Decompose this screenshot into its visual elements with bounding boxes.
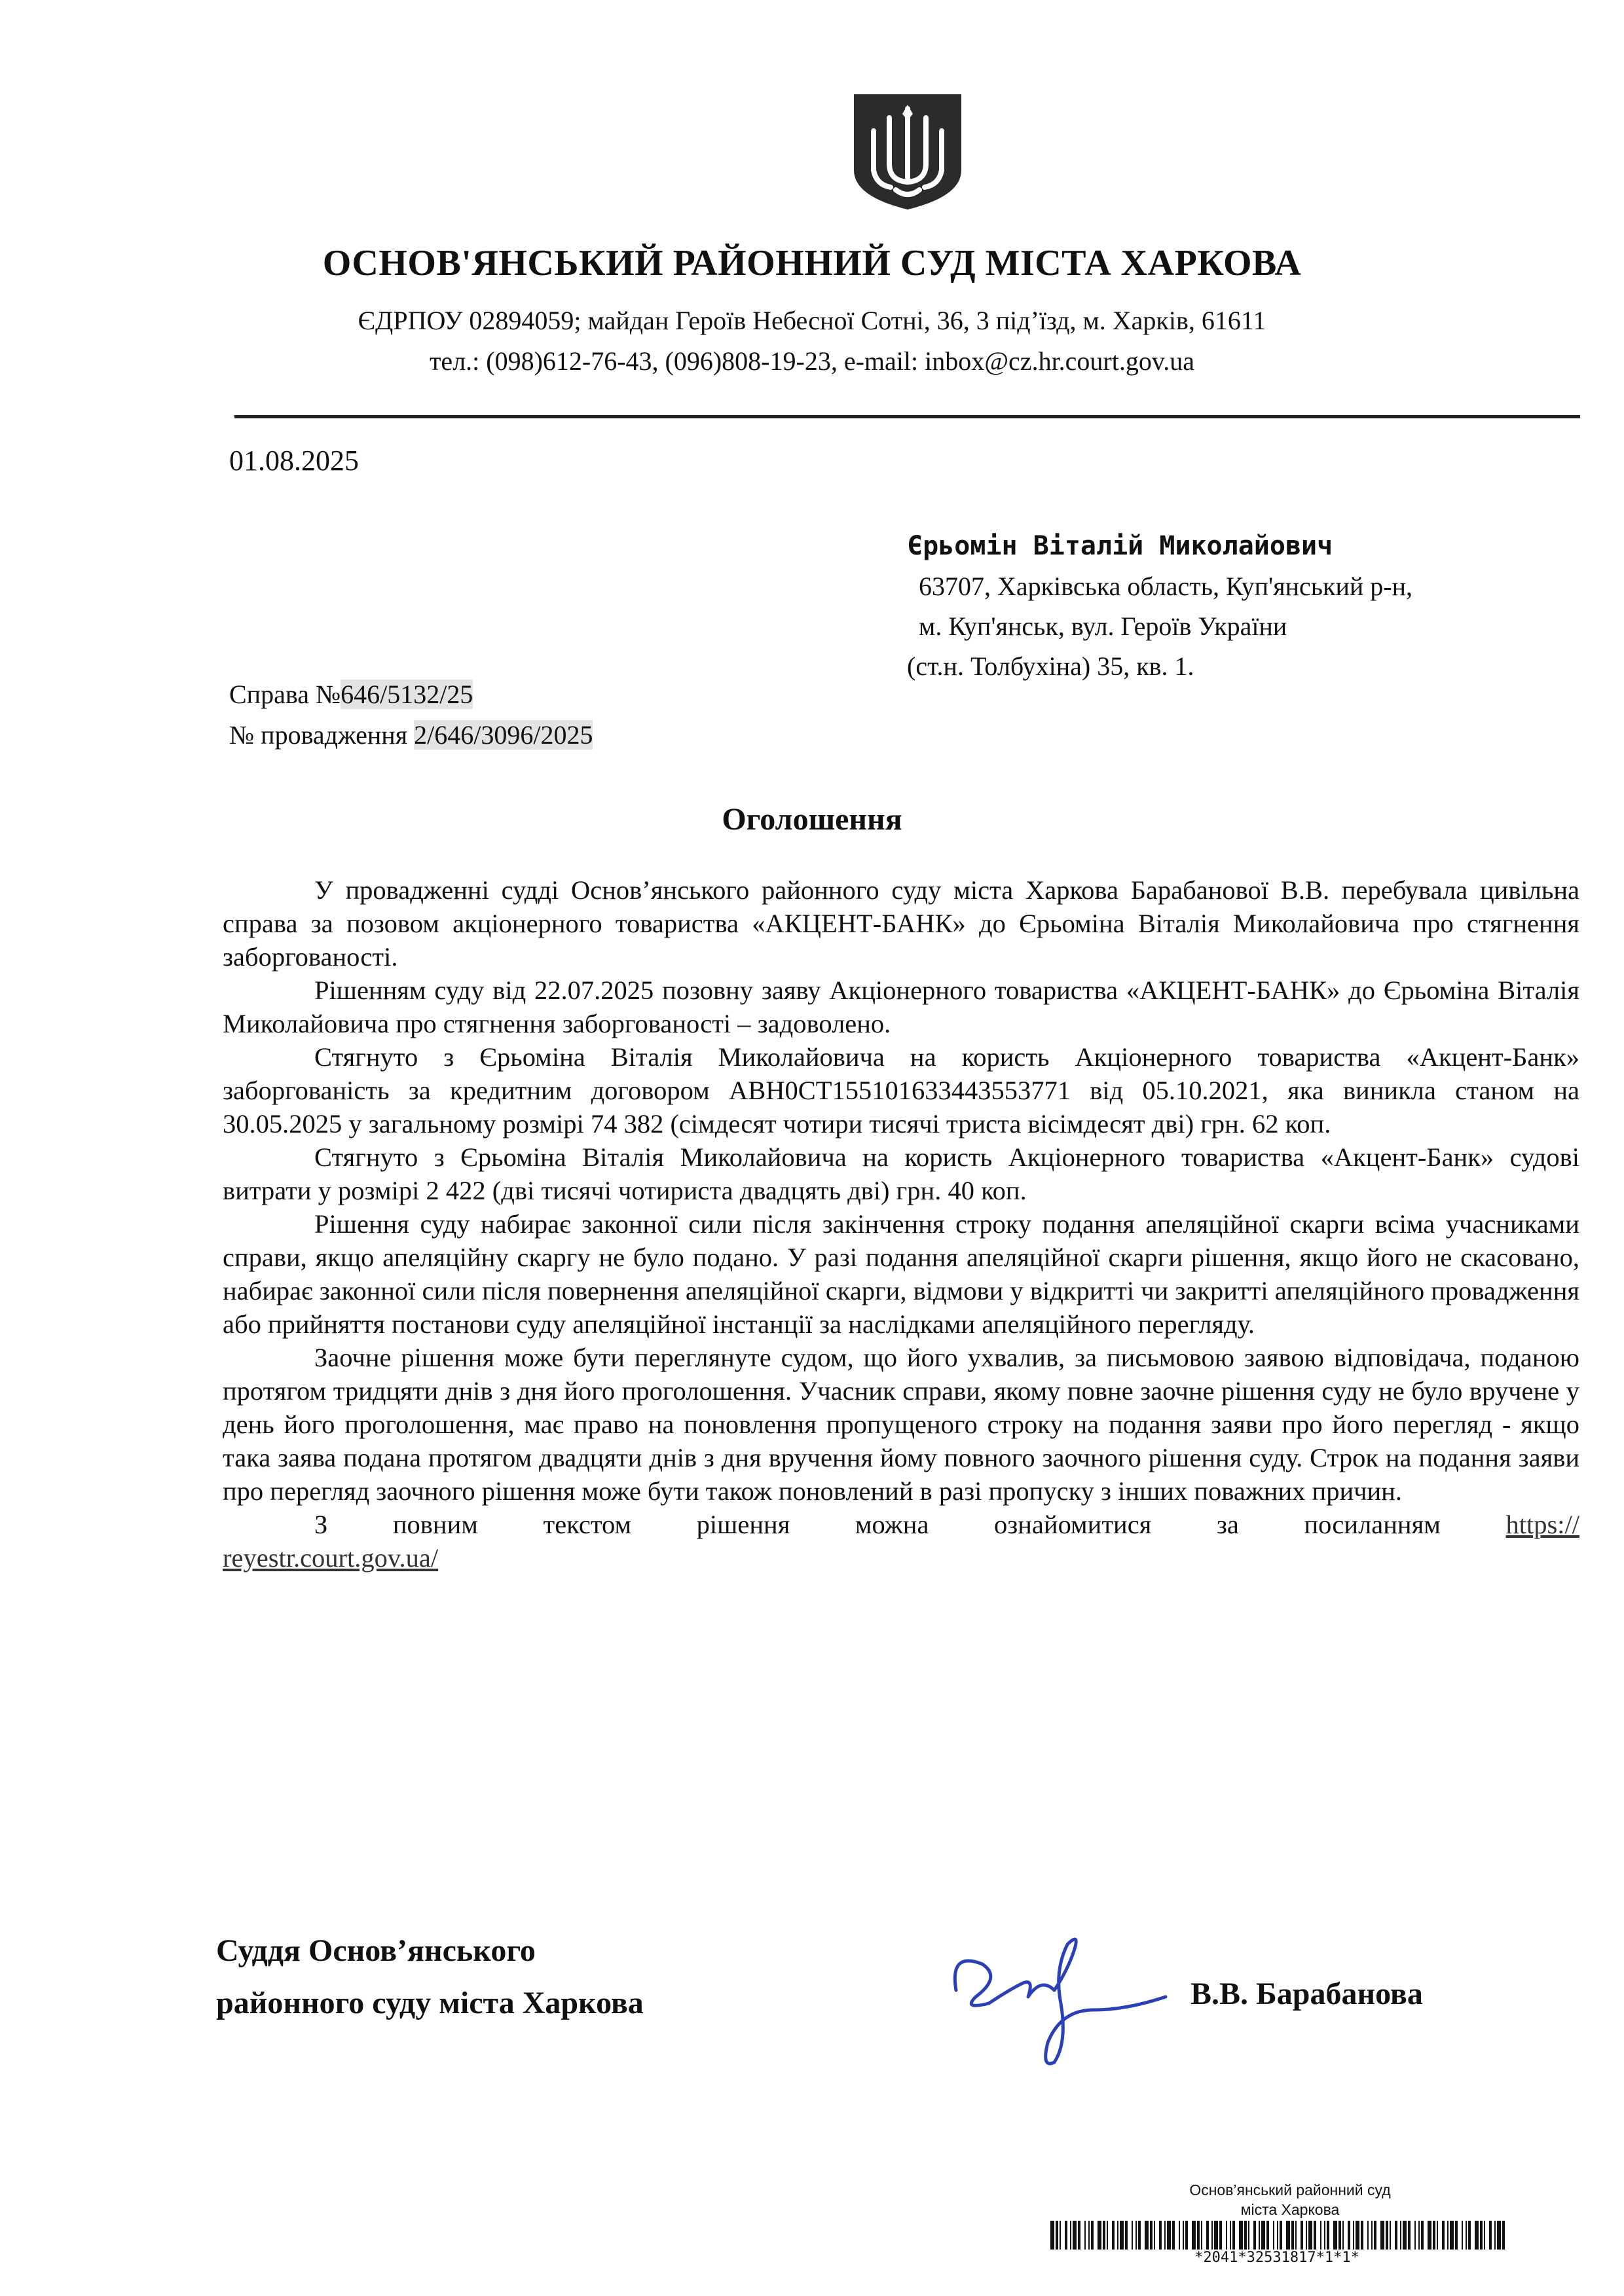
barcode-bar bbox=[1239, 2221, 1243, 2250]
proceeding-number-line bbox=[229, 715, 593, 756]
barcode-bar bbox=[1455, 2221, 1458, 2250]
recipient-block bbox=[907, 526, 1412, 686]
judge-title bbox=[216, 1925, 644, 2030]
barcode-bar bbox=[1418, 2221, 1420, 2250]
barcode-bar bbox=[1172, 2221, 1175, 2250]
barcode-bar bbox=[1253, 2221, 1256, 2250]
barcode-bar bbox=[1475, 2221, 1479, 2250]
barcode-bar bbox=[1447, 2221, 1449, 2250]
barcode-bar bbox=[1466, 2221, 1467, 2250]
barcode-bar bbox=[1103, 2221, 1105, 2250]
barcode-bar bbox=[1280, 2221, 1282, 2250]
barcode-bar bbox=[1150, 2221, 1153, 2250]
barcode-bar bbox=[1056, 2221, 1058, 2250]
barcode-bar bbox=[1145, 2221, 1149, 2250]
trident-coat-of-arms-icon bbox=[850, 92, 965, 212]
header-divider bbox=[234, 415, 1580, 418]
barcode-bar bbox=[1226, 2221, 1227, 2250]
stamp-line-2: міста Харкова bbox=[1240, 2201, 1340, 2218]
barcode-bar bbox=[1386, 2221, 1388, 2250]
barcode-bar bbox=[1167, 2221, 1171, 2250]
barcode-bar bbox=[1073, 2221, 1077, 2250]
link-intro-text: З повним текстом рішення можна ознайомитися за посиланням bbox=[314, 1510, 1441, 1539]
barcode-bar bbox=[1395, 2221, 1397, 2250]
barcode-bar bbox=[1308, 2221, 1312, 2250]
barcode-bar bbox=[1480, 2221, 1483, 2250]
barcode-bar bbox=[1442, 2221, 1445, 2250]
announcement-body bbox=[223, 873, 1579, 1575]
case-info bbox=[229, 674, 593, 756]
recipient-address-line-2: м. Куп'янськ, вул. Героїв України bbox=[919, 611, 1287, 641]
barcode-bar bbox=[1112, 2221, 1115, 2250]
barcode-bar bbox=[1060, 2221, 1061, 2250]
case-number: 646/5132/25 bbox=[341, 680, 473, 709]
barcode-bar bbox=[1450, 2221, 1454, 2250]
recipient-name: Єрьомін Віталій Миколайович bbox=[907, 531, 1333, 561]
barcode-bar bbox=[1494, 2221, 1496, 2250]
barcode-bar bbox=[1154, 2221, 1155, 2250]
case-number-line bbox=[229, 674, 593, 715]
barcode-bar bbox=[1437, 2221, 1438, 2250]
barcode-bar bbox=[1400, 2221, 1401, 2250]
barcode-bar bbox=[1244, 2221, 1247, 2250]
barcode-bar bbox=[1348, 2221, 1350, 2250]
barcode-bar bbox=[1314, 2221, 1316, 2250]
barcode-bar bbox=[1380, 2221, 1384, 2250]
proceeding-label: № провадження bbox=[229, 720, 415, 750]
barcode-bar bbox=[1361, 2221, 1363, 2250]
announcement-heading: Оголошення bbox=[722, 802, 902, 837]
registry-link-part-1[interactable]: https:// bbox=[1505, 1510, 1579, 1539]
recipient-address-line-3: (ст.н. Толбухіна) 35, кв. 1. bbox=[907, 651, 1194, 681]
barcode-bar bbox=[1497, 2221, 1501, 2250]
barcode-bar bbox=[1408, 2221, 1411, 2250]
barcode-bar bbox=[1414, 2221, 1416, 2250]
barcode-bar bbox=[1342, 2221, 1344, 2250]
barcode-bar bbox=[1232, 2221, 1235, 2250]
registration-stamp bbox=[1113, 2180, 1467, 2219]
recipient-address-line-1: 63707, Харківська область, Куп'янський р-н, bbox=[919, 572, 1413, 601]
barcode-bar bbox=[1230, 2221, 1231, 2250]
handwritten-signature bbox=[943, 1912, 1179, 2069]
barcode-bar bbox=[1468, 2221, 1471, 2250]
barcode-bar bbox=[1273, 2221, 1274, 2250]
stamp-line-1: Основ’янський районний суд bbox=[1189, 2181, 1391, 2198]
barcode-bar bbox=[1192, 2221, 1196, 2250]
barcode-bar bbox=[1138, 2221, 1141, 2250]
barcode-bar bbox=[1327, 2221, 1329, 2250]
paragraph: Заочне рішення може бути переглянуте судом, що його ухвалив, за письмовою заявою відповідача, поданою протягом тридцяти днів з дня його проголошення. Учасник справи, якому повне заочне рішення суду не було вручене у день його проголошення, має право на поновлення пропущеного строку на подання заяви про його перегляд - якщо така заява подана протягом двадцяти днів з дня вручення йому повного заочного рішення суду. Строк на подання заяви про перегляд заочного рішення може бути також поновлений в разі пропуску з інших поважних причин. bbox=[223, 1343, 1579, 1506]
barcode-bar bbox=[1306, 2221, 1307, 2250]
barcode-bar bbox=[1261, 2221, 1265, 2250]
barcode-bar bbox=[1197, 2221, 1200, 2250]
registry-link-part-2[interactable]: reyestr.court.gov.ua/ bbox=[223, 1543, 439, 1573]
barcode-bar bbox=[1277, 2221, 1278, 2250]
barcode-bar bbox=[1078, 2221, 1080, 2250]
barcode-bar bbox=[1433, 2221, 1435, 2250]
barcode-bar bbox=[1324, 2221, 1325, 2250]
court-address: ЄДРПОУ 02894059; майдан Героїв Небесної Сотні, 36, 3 під’їзд, м. Харків, 61611 bbox=[358, 306, 1266, 335]
barcode-bar bbox=[1120, 2221, 1124, 2250]
barcode-bar bbox=[1159, 2221, 1162, 2250]
proceeding-number: 2/646/3096/2025 bbox=[414, 720, 593, 750]
judge-name: В.В. Барабанова bbox=[1190, 1977, 1423, 2011]
barcode-bar bbox=[1295, 2221, 1297, 2250]
barcode-bar bbox=[1050, 2221, 1054, 2250]
barcode-bar bbox=[1390, 2221, 1391, 2250]
barcode-bar bbox=[1098, 2221, 1101, 2250]
barcode-bar bbox=[1259, 2221, 1260, 2250]
paragraph: Стягнуто з Єрьоміна Віталія Миколайовича на користь Акціонерного товариства «Акцент-Банк» судові витрати у розмірі 2 422 (дві тисячі чотириста двадцять дві) грн. 40 коп. bbox=[223, 1142, 1579, 1205]
barcode-bar bbox=[1070, 2221, 1071, 2250]
barcode-bar bbox=[1333, 2221, 1337, 2250]
document-date: 01.08.2025 bbox=[229, 445, 359, 477]
barcode-number: *2041*32531817*1*1* bbox=[1194, 2250, 1359, 2266]
barcode-bar bbox=[1338, 2221, 1341, 2250]
barcode-bar bbox=[1374, 2221, 1376, 2250]
barcode-bar bbox=[1107, 2221, 1108, 2250]
judge-title-line-1: Суддя Основ’янського bbox=[216, 1933, 536, 1968]
paragraph: Рішенням суду від 22.07.2025 позовну заяву Акціонерного товариства «АКЦЕНТ-БАНК» до Єрьоміна Віталія Миколайовича про стягнення заборгованості – задоволено. bbox=[223, 975, 1579, 1038]
barcode-bar bbox=[1248, 2221, 1249, 2250]
barcode-bar bbox=[1125, 2221, 1128, 2250]
barcode-bar bbox=[1164, 2221, 1166, 2250]
barcode-bar bbox=[1320, 2221, 1321, 2250]
barcode-bar bbox=[1214, 2221, 1218, 2250]
barcode-bar bbox=[1183, 2221, 1184, 2250]
paragraph-link-cont bbox=[223, 1541, 1579, 1575]
barcode-bar bbox=[1367, 2221, 1369, 2250]
barcode-bar bbox=[1403, 2221, 1407, 2250]
barcode-bar bbox=[1091, 2221, 1094, 2250]
barcode-bar bbox=[1065, 2221, 1067, 2250]
barcode-bar bbox=[1371, 2221, 1373, 2250]
paragraph-link-line bbox=[223, 1508, 1579, 1541]
barcode-bar bbox=[1286, 2221, 1290, 2250]
barcode-bar bbox=[1088, 2221, 1090, 2250]
barcode-bar bbox=[1117, 2221, 1118, 2250]
barcode-bar bbox=[1132, 2221, 1133, 2250]
barcode-bar bbox=[1356, 2221, 1359, 2250]
barcode-bar bbox=[1185, 2221, 1188, 2250]
case-label: Справа № bbox=[229, 680, 341, 709]
court-contacts: тел.: (098)612-76-43, (096)808-19-23, e-mail: inbox@cz.hr.court.gov.ua bbox=[429, 346, 1195, 376]
barcode bbox=[1048, 2221, 1506, 2250]
paragraph: У провадженні судді Основ’янського районного суду міста Харкова Барабанової В.В. перебувала цивільна справа за позовом акціонерного товариства «АКЦЕНТ-БАНК» до Єрьоміна Віталія Миколайовича про стягнення заборгованості. bbox=[223, 875, 1579, 972]
barcode-bar bbox=[1135, 2221, 1137, 2250]
barcode-bar bbox=[1489, 2221, 1492, 2250]
barcode-bar bbox=[1206, 2221, 1209, 2250]
barcode-bar bbox=[1211, 2221, 1213, 2250]
barcode-bar bbox=[1484, 2221, 1485, 2250]
barcode-bar bbox=[1301, 2221, 1303, 2250]
barcode-bar bbox=[1291, 2221, 1294, 2250]
paragraph: Рішення суду набирає законної сили після закінчення строку подання апеляційної скарги всіма учасниками справи, якщо апеляційну скаргу не було подано. У разі подання апеляційної скарги рішення, якщо його не скасовано, набирає законної сили після повернення апеляційної скарги, відмови у відкритті чи закритті апеляційного провадження або прийняття постанови суду апеляційної інстанції за наслідками апеляційного перегляду. bbox=[223, 1209, 1579, 1339]
barcode-bar bbox=[1421, 2221, 1424, 2250]
barcode-bar bbox=[1462, 2221, 1463, 2250]
court-name: ОСНОВ'ЯНСЬКИЙ РАЙОННИЙ СУД МІСТА ХАРКОВА bbox=[322, 243, 1302, 283]
barcode-bar bbox=[1502, 2221, 1505, 2250]
barcode-bar bbox=[1353, 2221, 1354, 2250]
barcode-bar bbox=[1428, 2221, 1431, 2250]
barcode-bar bbox=[1201, 2221, 1202, 2250]
barcode-bar bbox=[1084, 2221, 1086, 2250]
barcode-bar bbox=[1219, 2221, 1222, 2250]
barcode-bar bbox=[1179, 2221, 1180, 2250]
paragraph: Стягнуто з Єрьоміна Віталія Миколайовича на користь Акціонерного товариства «Акцент-Банк» заборгованість за кредитним договором АВН0СТ155101633443553771 від 05.10.2021, яка виникла станом на 30.05.2025 у загальному розмірі 74 382 (сімдесят чотири тисячі триста вісімдесят дві) грн. 62 коп. bbox=[223, 1042, 1579, 1139]
judge-title-line-2: районного суду міста Харкова bbox=[216, 1986, 644, 2020]
barcode-bar bbox=[1266, 2221, 1269, 2250]
